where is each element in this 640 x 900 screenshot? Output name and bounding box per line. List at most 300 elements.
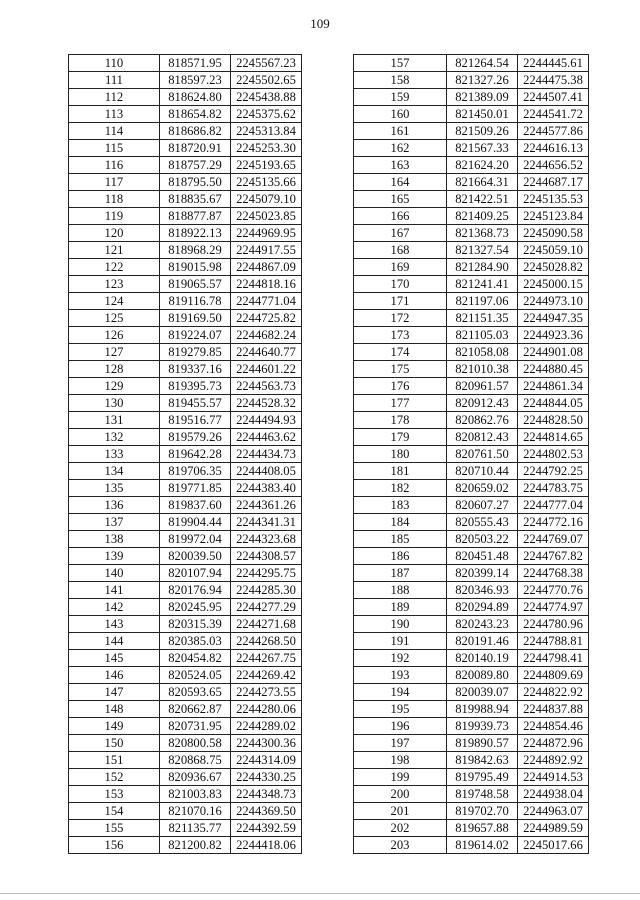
y-coordinate-cell: 2244434.73 [231, 446, 302, 463]
point-number-cell: 200 [354, 786, 447, 803]
y-coordinate-cell: 2244947.35 [518, 310, 589, 327]
y-coordinate-cell: 2244777.04 [518, 497, 589, 514]
point-number-cell: 120 [69, 225, 160, 242]
y-coordinate-cell: 2245090.58 [518, 225, 589, 242]
y-coordinate-cell: 2244780.96 [518, 616, 589, 633]
y-coordinate-cell: 2244341.31 [231, 514, 302, 531]
point-number-cell: 132 [69, 429, 160, 446]
table-row [354, 225, 589, 242]
x-coordinate-cell: 819579.26 [160, 429, 231, 446]
x-coordinate-cell: 819988.94 [447, 701, 518, 718]
x-coordinate-cell: 821327.54 [447, 242, 518, 259]
x-coordinate-cell: 820812.43 [447, 429, 518, 446]
point-number-cell: 145 [69, 650, 160, 667]
table-row [354, 514, 589, 531]
x-coordinate-cell: 818835.67 [160, 191, 231, 208]
point-number-cell: 123 [69, 276, 160, 293]
point-number-cell: 130 [69, 395, 160, 412]
y-coordinate-cell: 2244769.07 [518, 531, 589, 548]
table-row [354, 378, 589, 395]
table-row [69, 599, 302, 616]
x-coordinate-cell: 820176.94 [160, 582, 231, 599]
y-coordinate-cell: 2244541.72 [518, 106, 589, 123]
table-row [69, 259, 302, 276]
y-coordinate-cell: 2244771.04 [231, 293, 302, 310]
point-number-cell: 116 [69, 157, 160, 174]
table-row [354, 701, 589, 718]
y-coordinate-cell: 2245079.10 [231, 191, 302, 208]
y-coordinate-cell: 2245253.30 [231, 140, 302, 157]
point-number-cell: 140 [69, 565, 160, 582]
y-coordinate-cell: 2244330.25 [231, 769, 302, 786]
x-coordinate-cell: 819657.88 [447, 820, 518, 837]
point-number-cell: 149 [69, 718, 160, 735]
x-coordinate-cell: 819065.57 [160, 276, 231, 293]
point-number-cell: 112 [69, 89, 160, 106]
x-coordinate-cell: 820039.50 [160, 548, 231, 565]
y-coordinate-cell: 2245313.84 [231, 123, 302, 140]
point-number-cell: 165 [354, 191, 447, 208]
x-coordinate-cell: 819395.73 [160, 378, 231, 395]
x-coordinate-cell: 820039.07 [447, 684, 518, 701]
x-coordinate-cell: 820245.95 [160, 599, 231, 616]
table-row [69, 582, 302, 599]
y-coordinate-cell: 2244601.22 [231, 361, 302, 378]
y-coordinate-cell: 2245123.84 [518, 208, 589, 225]
x-coordinate-cell: 819795.49 [447, 769, 518, 786]
x-coordinate-cell: 821003.83 [160, 786, 231, 803]
x-coordinate-cell: 821422.51 [447, 191, 518, 208]
point-number-cell: 169 [354, 259, 447, 276]
point-number-cell: 137 [69, 514, 160, 531]
x-coordinate-cell: 819972.04 [160, 531, 231, 548]
table-row [354, 820, 589, 837]
x-coordinate-cell: 821241.41 [447, 276, 518, 293]
table-row [354, 344, 589, 361]
point-number-cell: 201 [354, 803, 447, 820]
x-coordinate-cell: 820191.46 [447, 633, 518, 650]
y-coordinate-cell: 2245502.65 [231, 72, 302, 89]
point-number-cell: 189 [354, 599, 447, 616]
x-coordinate-cell: 818571.95 [160, 55, 231, 72]
x-coordinate-cell: 818686.82 [160, 123, 231, 140]
table-row [69, 344, 302, 361]
table-row [354, 191, 589, 208]
point-number-cell: 162 [354, 140, 447, 157]
table-row [69, 752, 302, 769]
y-coordinate-cell: 2244837.88 [518, 701, 589, 718]
table-row [354, 395, 589, 412]
point-number-cell: 198 [354, 752, 447, 769]
x-coordinate-cell: 821664.31 [447, 174, 518, 191]
x-coordinate-cell: 820607.27 [447, 497, 518, 514]
point-number-cell: 117 [69, 174, 160, 191]
table-row [354, 208, 589, 225]
point-number-cell: 124 [69, 293, 160, 310]
y-coordinate-cell: 2244445.61 [518, 55, 589, 72]
point-number-cell: 192 [354, 650, 447, 667]
y-coordinate-cell: 2244392.59 [231, 820, 302, 837]
table-row [354, 480, 589, 497]
point-number-cell: 167 [354, 225, 447, 242]
y-coordinate-cell: 2244383.40 [231, 480, 302, 497]
x-coordinate-cell: 819702.70 [447, 803, 518, 820]
y-coordinate-cell: 2244418.06 [231, 837, 302, 854]
table-row [69, 293, 302, 310]
point-number-cell: 126 [69, 327, 160, 344]
x-coordinate-cell: 818968.29 [160, 242, 231, 259]
table-row [69, 548, 302, 565]
point-number-cell: 187 [354, 565, 447, 582]
table-row [69, 191, 302, 208]
table-row [354, 616, 589, 633]
point-number-cell: 127 [69, 344, 160, 361]
table-row [354, 684, 589, 701]
x-coordinate-cell: 821070.16 [160, 803, 231, 820]
x-coordinate-cell: 821264.54 [447, 55, 518, 72]
x-coordinate-cell: 820107.94 [160, 565, 231, 582]
y-coordinate-cell: 2244369.50 [231, 803, 302, 820]
y-coordinate-cell: 2244770.76 [518, 582, 589, 599]
y-coordinate-cell: 2244772.16 [518, 514, 589, 531]
y-coordinate-cell: 2244463.62 [231, 429, 302, 446]
x-coordinate-cell: 821624.20 [447, 157, 518, 174]
x-coordinate-cell: 821509.26 [447, 123, 518, 140]
table-row [354, 735, 589, 752]
x-coordinate-cell: 821409.25 [447, 208, 518, 225]
table-row [69, 446, 302, 463]
table-row [354, 497, 589, 514]
table-row [354, 89, 589, 106]
y-coordinate-cell: 2244788.81 [518, 633, 589, 650]
x-coordinate-cell: 821151.35 [447, 310, 518, 327]
point-number-cell: 139 [69, 548, 160, 565]
y-coordinate-cell: 2244963.07 [518, 803, 589, 820]
table-row [354, 140, 589, 157]
x-coordinate-cell: 819169.50 [160, 310, 231, 327]
point-number-cell: 173 [354, 327, 447, 344]
y-coordinate-cell: 2244814.65 [518, 429, 589, 446]
x-coordinate-cell: 821135.77 [160, 820, 231, 837]
y-coordinate-cell: 2244528.32 [231, 395, 302, 412]
table-row [69, 820, 302, 837]
point-number-cell: 147 [69, 684, 160, 701]
table-row [69, 225, 302, 242]
x-coordinate-cell: 818877.87 [160, 208, 231, 225]
y-coordinate-cell: 2244798.41 [518, 650, 589, 667]
x-coordinate-cell: 820140.19 [447, 650, 518, 667]
x-coordinate-cell: 820800.58 [160, 735, 231, 752]
table-row [69, 157, 302, 174]
table-row [69, 412, 302, 429]
table-row [69, 310, 302, 327]
x-coordinate-cell: 820524.05 [160, 667, 231, 684]
x-coordinate-cell: 820555.43 [447, 514, 518, 531]
x-coordinate-cell: 819748.58 [447, 786, 518, 803]
y-coordinate-cell: 2244861.34 [518, 378, 589, 395]
table-row [69, 276, 302, 293]
y-coordinate-cell: 2244577.86 [518, 123, 589, 140]
y-coordinate-cell: 2244768.38 [518, 565, 589, 582]
x-coordinate-cell: 819706.35 [160, 463, 231, 480]
x-coordinate-cell: 821284.90 [447, 259, 518, 276]
point-number-cell: 131 [69, 412, 160, 429]
table-row [69, 378, 302, 395]
y-coordinate-cell: 2244917.55 [231, 242, 302, 259]
x-coordinate-cell: 819939.73 [447, 718, 518, 735]
point-number-cell: 176 [354, 378, 447, 395]
x-coordinate-cell: 818757.29 [160, 157, 231, 174]
x-coordinate-cell: 821567.33 [447, 140, 518, 157]
table-row [69, 174, 302, 191]
y-coordinate-cell: 2245375.62 [231, 106, 302, 123]
y-coordinate-cell: 2244494.93 [231, 412, 302, 429]
table-row [354, 837, 589, 854]
x-coordinate-cell: 821389.09 [447, 89, 518, 106]
x-coordinate-cell: 818654.82 [160, 106, 231, 123]
point-number-cell: 179 [354, 429, 447, 446]
x-coordinate-cell: 821010.38 [447, 361, 518, 378]
y-coordinate-cell: 2244314.09 [231, 752, 302, 769]
x-coordinate-cell: 820868.75 [160, 752, 231, 769]
point-number-cell: 203 [354, 837, 447, 854]
y-coordinate-cell: 2244938.04 [518, 786, 589, 803]
point-number-cell: 111 [69, 72, 160, 89]
point-number-cell: 180 [354, 446, 447, 463]
table-row [69, 769, 302, 786]
point-number-cell: 141 [69, 582, 160, 599]
table-row [69, 718, 302, 735]
x-coordinate-cell: 820936.67 [160, 769, 231, 786]
table-row [354, 752, 589, 769]
point-number-cell: 193 [354, 667, 447, 684]
x-coordinate-cell: 821450.01 [447, 106, 518, 123]
y-coordinate-cell: 2245438.88 [231, 89, 302, 106]
y-coordinate-cell: 2245017.66 [518, 837, 589, 854]
y-coordinate-cell: 2244872.96 [518, 735, 589, 752]
y-coordinate-cell: 2244973.10 [518, 293, 589, 310]
point-number-cell: 155 [69, 820, 160, 837]
x-coordinate-cell: 819455.57 [160, 395, 231, 412]
table-row [354, 157, 589, 174]
point-number-cell: 115 [69, 140, 160, 157]
table-row [354, 259, 589, 276]
y-coordinate-cell: 2244914.53 [518, 769, 589, 786]
point-number-cell: 153 [69, 786, 160, 803]
y-coordinate-cell: 2245028.82 [518, 259, 589, 276]
y-coordinate-cell: 2244989.59 [518, 820, 589, 837]
y-coordinate-cell: 2245023.85 [231, 208, 302, 225]
point-number-cell: 122 [69, 259, 160, 276]
table-body [354, 55, 589, 854]
x-coordinate-cell: 819224.07 [160, 327, 231, 344]
y-coordinate-cell: 2245000.15 [518, 276, 589, 293]
x-coordinate-cell: 819771.85 [160, 480, 231, 497]
x-coordinate-cell: 818720.91 [160, 140, 231, 157]
table-row [354, 293, 589, 310]
y-coordinate-cell: 2244271.68 [231, 616, 302, 633]
point-number-cell: 175 [354, 361, 447, 378]
table-row [69, 72, 302, 89]
x-coordinate-cell: 820862.76 [447, 412, 518, 429]
y-coordinate-cell: 2244640.77 [231, 344, 302, 361]
y-coordinate-cell: 2244616.13 [518, 140, 589, 157]
table-row [354, 633, 589, 650]
table-row [69, 684, 302, 701]
table-row [354, 276, 589, 293]
point-number-cell: 125 [69, 310, 160, 327]
table-row [354, 803, 589, 820]
y-coordinate-cell: 2244323.68 [231, 531, 302, 548]
y-coordinate-cell: 2245059.10 [518, 242, 589, 259]
point-number-cell: 143 [69, 616, 160, 633]
table-row [69, 786, 302, 803]
table-row [69, 208, 302, 225]
x-coordinate-cell: 819904.44 [160, 514, 231, 531]
y-coordinate-cell: 2244792.25 [518, 463, 589, 480]
table-row [69, 701, 302, 718]
table-row [69, 395, 302, 412]
y-coordinate-cell: 2244656.52 [518, 157, 589, 174]
x-coordinate-cell: 820662.87 [160, 701, 231, 718]
point-number-cell: 157 [354, 55, 447, 72]
table-row [69, 633, 302, 650]
x-coordinate-cell: 821058.08 [447, 344, 518, 361]
point-number-cell: 188 [354, 582, 447, 599]
y-coordinate-cell: 2244867.09 [231, 259, 302, 276]
table-row [69, 327, 302, 344]
point-number-cell: 119 [69, 208, 160, 225]
point-number-cell: 158 [354, 72, 447, 89]
point-number-cell: 159 [354, 89, 447, 106]
y-coordinate-cell: 2244267.75 [231, 650, 302, 667]
point-number-cell: 136 [69, 497, 160, 514]
table-row [69, 650, 302, 667]
y-coordinate-cell: 2244348.73 [231, 786, 302, 803]
table-row [354, 531, 589, 548]
table-row [354, 769, 589, 786]
coordinates-table-left [68, 54, 302, 854]
y-coordinate-cell: 2244285.30 [231, 582, 302, 599]
y-coordinate-cell: 2244844.05 [518, 395, 589, 412]
point-number-cell: 177 [354, 395, 447, 412]
y-coordinate-cell: 2245135.53 [518, 191, 589, 208]
y-coordinate-cell: 2244802.53 [518, 446, 589, 463]
y-coordinate-cell: 2244361.26 [231, 497, 302, 514]
y-coordinate-cell: 2244818.16 [231, 276, 302, 293]
y-coordinate-cell: 2244308.57 [231, 548, 302, 565]
y-coordinate-cell: 2244408.05 [231, 463, 302, 480]
y-coordinate-cell: 2244682.24 [231, 327, 302, 344]
table-row [354, 463, 589, 480]
y-coordinate-cell: 2244300.36 [231, 735, 302, 752]
table-row [69, 531, 302, 548]
point-number-cell: 128 [69, 361, 160, 378]
table-row [354, 174, 589, 191]
point-number-cell: 160 [354, 106, 447, 123]
point-number-cell: 163 [354, 157, 447, 174]
table-row [69, 140, 302, 157]
x-coordinate-cell: 821368.73 [447, 225, 518, 242]
point-number-cell: 178 [354, 412, 447, 429]
table-row [354, 650, 589, 667]
point-number-cell: 154 [69, 803, 160, 820]
x-coordinate-cell: 820243.23 [447, 616, 518, 633]
table-row [354, 548, 589, 565]
table-row [69, 480, 302, 497]
point-number-cell: 134 [69, 463, 160, 480]
table-row [354, 242, 589, 259]
point-number-cell: 186 [354, 548, 447, 565]
table-row [354, 327, 589, 344]
coordinates-table-right [353, 54, 589, 854]
y-coordinate-cell: 2244280.06 [231, 701, 302, 718]
table-row [354, 310, 589, 327]
table-row [69, 89, 302, 106]
point-number-cell: 161 [354, 123, 447, 140]
point-number-cell: 181 [354, 463, 447, 480]
x-coordinate-cell: 818624.80 [160, 89, 231, 106]
point-number-cell: 183 [354, 497, 447, 514]
table-row [69, 565, 302, 582]
y-coordinate-cell: 2244295.75 [231, 565, 302, 582]
y-coordinate-cell: 2244923.36 [518, 327, 589, 344]
point-number-cell: 171 [354, 293, 447, 310]
y-coordinate-cell: 2244475.38 [518, 72, 589, 89]
x-coordinate-cell: 820294.89 [447, 599, 518, 616]
point-number-cell: 194 [354, 684, 447, 701]
x-coordinate-cell: 820454.82 [160, 650, 231, 667]
y-coordinate-cell: 2244774.97 [518, 599, 589, 616]
x-coordinate-cell: 820961.57 [447, 378, 518, 395]
x-coordinate-cell: 818795.50 [160, 174, 231, 191]
y-coordinate-cell: 2244892.92 [518, 752, 589, 769]
point-number-cell: 164 [354, 174, 447, 191]
point-number-cell: 135 [69, 480, 160, 497]
x-coordinate-cell: 820315.39 [160, 616, 231, 633]
point-number-cell: 197 [354, 735, 447, 752]
table-body [69, 55, 302, 854]
x-coordinate-cell: 818922.13 [160, 225, 231, 242]
y-coordinate-cell: 2244854.46 [518, 718, 589, 735]
table-row [354, 55, 589, 72]
x-coordinate-cell: 820912.43 [447, 395, 518, 412]
y-coordinate-cell: 2244828.50 [518, 412, 589, 429]
point-number-cell: 184 [354, 514, 447, 531]
x-coordinate-cell: 821200.82 [160, 837, 231, 854]
y-coordinate-cell: 2244783.75 [518, 480, 589, 497]
x-coordinate-cell: 821197.06 [447, 293, 518, 310]
x-coordinate-cell: 820659.02 [447, 480, 518, 497]
x-coordinate-cell: 819837.60 [160, 497, 231, 514]
point-number-cell: 196 [354, 718, 447, 735]
x-coordinate-cell: 819516.77 [160, 412, 231, 429]
x-coordinate-cell: 820089.80 [447, 667, 518, 684]
table-row [69, 106, 302, 123]
y-coordinate-cell: 2244969.95 [231, 225, 302, 242]
y-coordinate-cell: 2244725.82 [231, 310, 302, 327]
table-row [354, 106, 589, 123]
x-coordinate-cell: 818597.23 [160, 72, 231, 89]
x-coordinate-cell: 819642.28 [160, 446, 231, 463]
point-number-cell: 142 [69, 599, 160, 616]
point-number-cell: 113 [69, 106, 160, 123]
point-number-cell: 166 [354, 208, 447, 225]
table-row [354, 565, 589, 582]
x-coordinate-cell: 820399.14 [447, 565, 518, 582]
page-number: 109 [310, 16, 330, 31]
y-coordinate-cell: 2244822.92 [518, 684, 589, 701]
